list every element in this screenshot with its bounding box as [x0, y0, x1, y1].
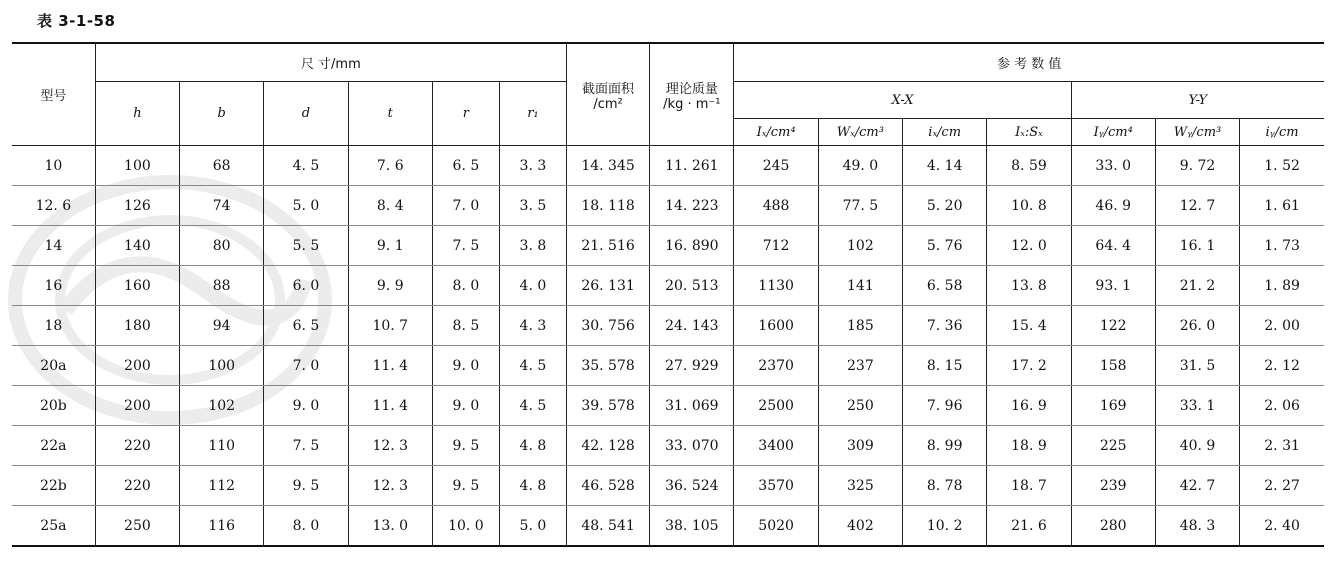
value-cell: 2370	[734, 346, 818, 386]
value-cell: 31. 5	[1155, 346, 1239, 386]
value-cell: 24. 143	[650, 306, 734, 346]
value-cell: 42. 128	[566, 426, 649, 466]
header-area-unit: /cm²	[593, 96, 623, 112]
value-cell: 8. 15	[903, 346, 987, 386]
table-row	[12, 226, 1324, 266]
value-cell: 250	[95, 506, 179, 547]
value-cell: 250	[818, 386, 902, 426]
table-row	[12, 306, 1324, 346]
value-cell: 220	[95, 466, 179, 506]
value-cell: 9. 1	[348, 226, 432, 266]
table-row	[12, 266, 1324, 306]
table-row	[12, 426, 1324, 466]
value-cell: 4. 5	[499, 346, 566, 386]
value-cell: 122	[1071, 306, 1155, 346]
value-cell: 225	[1071, 426, 1155, 466]
value-cell: 4. 8	[499, 426, 566, 466]
header-dimensions-group: 尺 寸/mm	[95, 43, 566, 82]
value-cell: 6. 5	[264, 306, 348, 346]
value-cell: 3. 3	[499, 146, 566, 186]
value-cell: 200	[95, 386, 179, 426]
value-cell: 110	[180, 426, 264, 466]
value-cell: 12. 7	[1155, 186, 1239, 226]
value-cell: 33. 0	[1071, 146, 1155, 186]
value-cell: 1. 73	[1240, 226, 1324, 266]
value-cell: 4. 14	[903, 146, 987, 186]
header-col-ix-moment: Iₓ/cm⁴	[734, 119, 818, 146]
model-cell: 22b	[12, 466, 95, 506]
value-cell: 5. 20	[903, 186, 987, 226]
value-cell: 6. 5	[432, 146, 499, 186]
value-cell: 3400	[734, 426, 818, 466]
value-cell: 126	[95, 186, 179, 226]
value-cell: 185	[818, 306, 902, 346]
value-cell: 11. 4	[348, 386, 432, 426]
value-cell: 48. 3	[1155, 506, 1239, 547]
value-cell: 21. 516	[566, 226, 649, 266]
value-cell: 102	[180, 386, 264, 426]
value-cell: 18. 7	[987, 466, 1071, 506]
value-cell: 141	[818, 266, 902, 306]
header-yy-group: Y-Y	[1071, 82, 1324, 119]
value-cell: 4. 8	[499, 466, 566, 506]
value-cell: 7. 0	[432, 186, 499, 226]
value-cell: 4. 5	[264, 146, 348, 186]
value-cell: 712	[734, 226, 818, 266]
value-cell: 33. 1	[1155, 386, 1239, 426]
header-col-wx: Wₓ/cm³	[818, 119, 902, 146]
value-cell: 77. 5	[818, 186, 902, 226]
header-col-t: t	[348, 82, 432, 146]
table-row	[12, 506, 1324, 547]
value-cell: 8. 99	[903, 426, 987, 466]
value-cell: 10. 8	[987, 186, 1071, 226]
value-cell: 64. 4	[1071, 226, 1155, 266]
value-cell: 26. 0	[1155, 306, 1239, 346]
value-cell: 38. 105	[650, 506, 734, 547]
value-cell: 10. 0	[432, 506, 499, 547]
header-xx-group: X-X	[734, 82, 1071, 119]
value-cell: 11. 261	[650, 146, 734, 186]
model-cell: 22a	[12, 426, 95, 466]
value-cell: 9. 0	[432, 346, 499, 386]
value-cell: 13. 8	[987, 266, 1071, 306]
value-cell: 2. 40	[1240, 506, 1324, 547]
value-cell: 10. 2	[903, 506, 987, 547]
value-cell: 93. 1	[1071, 266, 1155, 306]
value-cell: 8. 0	[264, 506, 348, 547]
value-cell: 94	[180, 306, 264, 346]
value-cell: 9. 0	[432, 386, 499, 426]
table-caption: 表 3-1-58	[37, 12, 116, 30]
value-cell: 14. 345	[566, 146, 649, 186]
value-cell: 4. 3	[499, 306, 566, 346]
value-cell: 26. 131	[566, 266, 649, 306]
value-cell: 1130	[734, 266, 818, 306]
value-cell: 74	[180, 186, 264, 226]
value-cell: 7. 0	[264, 346, 348, 386]
model-cell: 10	[12, 146, 95, 186]
header-mass-label: 理论质量	[665, 81, 718, 97]
value-cell: 27. 929	[650, 346, 734, 386]
value-cell: 140	[95, 226, 179, 266]
value-cell: 6. 58	[903, 266, 987, 306]
header-reference-group: 参 考 数 值	[734, 43, 1324, 82]
value-cell: 3570	[734, 466, 818, 506]
value-cell: 3. 5	[499, 186, 566, 226]
value-cell: 7. 5	[432, 226, 499, 266]
table-row	[12, 466, 1324, 506]
table-row	[12, 186, 1324, 226]
value-cell: 9. 5	[264, 466, 348, 506]
value-cell: 180	[95, 306, 179, 346]
value-cell: 200	[95, 346, 179, 386]
value-cell: 116	[180, 506, 264, 547]
value-cell: 9. 5	[432, 426, 499, 466]
header-col-b: b	[180, 82, 264, 146]
header-col-iy-radius: iᵧ/cm	[1240, 119, 1324, 146]
value-cell: 2. 27	[1240, 466, 1324, 506]
value-cell: 68	[180, 146, 264, 186]
value-cell: 46. 528	[566, 466, 649, 506]
value-cell: 49. 0	[818, 146, 902, 186]
value-cell: 1. 52	[1240, 146, 1324, 186]
value-cell: 4. 5	[499, 386, 566, 426]
value-cell: 158	[1071, 346, 1155, 386]
value-cell: 112	[180, 466, 264, 506]
model-cell: 25a	[12, 506, 95, 547]
model-cell: 20a	[12, 346, 95, 386]
header-model: 型号	[12, 43, 95, 146]
value-cell: 31. 069	[650, 386, 734, 426]
value-cell: 7. 36	[903, 306, 987, 346]
header-col-h: h	[95, 82, 179, 146]
value-cell: 102	[818, 226, 902, 266]
value-cell: 80	[180, 226, 264, 266]
value-cell: 42. 7	[1155, 466, 1239, 506]
value-cell: 100	[180, 346, 264, 386]
value-cell: 17. 2	[987, 346, 1071, 386]
value-cell: 9. 5	[432, 466, 499, 506]
value-cell: 1600	[734, 306, 818, 346]
steel-section-table	[12, 42, 1324, 547]
value-cell: 239	[1071, 466, 1155, 506]
value-cell: 13. 0	[348, 506, 432, 547]
value-cell: 39. 578	[566, 386, 649, 426]
value-cell: 325	[818, 466, 902, 506]
value-cell: 2. 31	[1240, 426, 1324, 466]
header-mass-unit: /kg · m⁻¹	[663, 96, 721, 112]
value-cell: 4. 0	[499, 266, 566, 306]
header-area	[566, 43, 649, 146]
value-cell: 9. 9	[348, 266, 432, 306]
table-body	[12, 146, 1324, 547]
value-cell: 100	[95, 146, 179, 186]
value-cell: 18. 9	[987, 426, 1071, 466]
value-cell: 8. 4	[348, 186, 432, 226]
value-cell: 9. 0	[264, 386, 348, 426]
value-cell: 21. 6	[987, 506, 1071, 547]
value-cell: 7. 5	[264, 426, 348, 466]
value-cell: 160	[95, 266, 179, 306]
value-cell: 14. 223	[650, 186, 734, 226]
header-col-wy: Wᵧ/cm³	[1155, 119, 1239, 146]
value-cell: 3. 8	[499, 226, 566, 266]
value-cell: 16. 890	[650, 226, 734, 266]
model-cell: 14	[12, 226, 95, 266]
value-cell: 12. 3	[348, 466, 432, 506]
header-mass	[650, 43, 734, 146]
value-cell: 280	[1071, 506, 1155, 547]
value-cell: 220	[95, 426, 179, 466]
value-cell: 16. 1	[1155, 226, 1239, 266]
value-cell: 2. 12	[1240, 346, 1324, 386]
header-area-label: 截面面积	[582, 81, 635, 97]
value-cell: 245	[734, 146, 818, 186]
table-row	[12, 146, 1324, 186]
value-cell: 11. 4	[348, 346, 432, 386]
value-cell: 169	[1071, 386, 1155, 426]
value-cell: 1. 61	[1240, 186, 1324, 226]
value-cell: 488	[734, 186, 818, 226]
value-cell: 5. 76	[903, 226, 987, 266]
value-cell: 402	[818, 506, 902, 547]
value-cell: 16. 9	[987, 386, 1071, 426]
header-col-d: d	[264, 82, 348, 146]
value-cell: 20. 513	[650, 266, 734, 306]
value-cell: 2. 06	[1240, 386, 1324, 426]
header-col-iy-moment: Iᵧ/cm⁴	[1071, 119, 1155, 146]
value-cell: 15. 4	[987, 306, 1071, 346]
value-cell: 12. 3	[348, 426, 432, 466]
value-cell: 7. 6	[348, 146, 432, 186]
value-cell: 88	[180, 266, 264, 306]
value-cell: 21. 2	[1155, 266, 1239, 306]
value-cell: 48. 541	[566, 506, 649, 547]
value-cell: 9. 72	[1155, 146, 1239, 186]
value-cell: 7. 96	[903, 386, 987, 426]
value-cell: 8. 0	[432, 266, 499, 306]
header-col-ix-sx: Iₓ:Sₓ	[987, 119, 1071, 146]
value-cell: 30. 756	[566, 306, 649, 346]
model-cell: 18	[12, 306, 95, 346]
model-cell: 16	[12, 266, 95, 306]
value-cell: 5. 0	[499, 506, 566, 547]
value-cell: 33. 070	[650, 426, 734, 466]
value-cell: 1. 89	[1240, 266, 1324, 306]
value-cell: 5020	[734, 506, 818, 547]
value-cell: 237	[818, 346, 902, 386]
value-cell: 2. 00	[1240, 306, 1324, 346]
table-row	[12, 386, 1324, 426]
model-cell: 12. 6	[12, 186, 95, 226]
value-cell: 6. 0	[264, 266, 348, 306]
value-cell: 40. 9	[1155, 426, 1239, 466]
header-col-ix-radius: iₓ/cm	[903, 119, 987, 146]
value-cell: 12. 0	[987, 226, 1071, 266]
value-cell: 5. 0	[264, 186, 348, 226]
value-cell: 36. 524	[650, 466, 734, 506]
header-col-r: r	[432, 82, 499, 146]
value-cell: 309	[818, 426, 902, 466]
value-cell: 2500	[734, 386, 818, 426]
value-cell: 8. 59	[987, 146, 1071, 186]
value-cell: 10. 7	[348, 306, 432, 346]
value-cell: 35. 578	[566, 346, 649, 386]
value-cell: 18. 118	[566, 186, 649, 226]
header-col-r1: r₁	[499, 82, 566, 146]
table-row	[12, 346, 1324, 386]
value-cell: 8. 78	[903, 466, 987, 506]
model-cell: 20b	[12, 386, 95, 426]
value-cell: 5. 5	[264, 226, 348, 266]
value-cell: 8. 5	[432, 306, 499, 346]
value-cell: 46. 9	[1071, 186, 1155, 226]
